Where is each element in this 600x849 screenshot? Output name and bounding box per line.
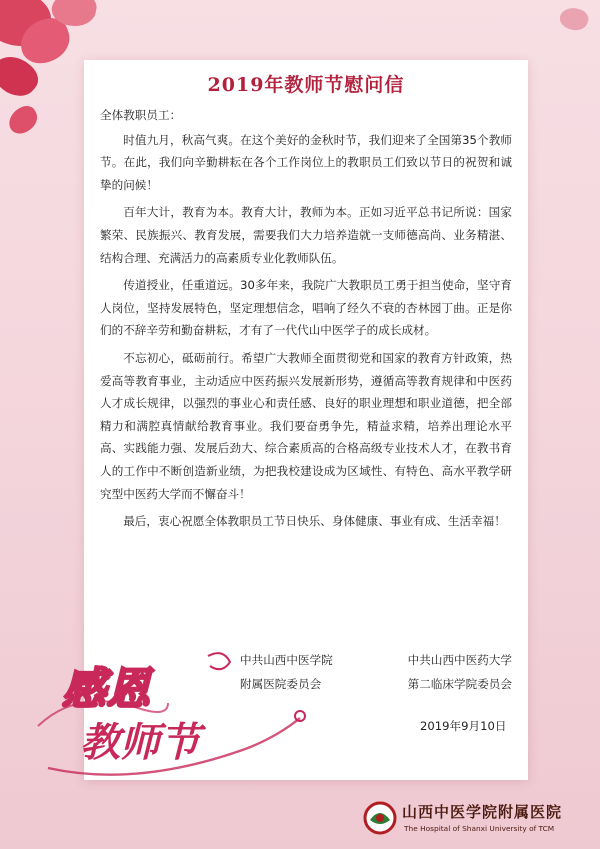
letter-date: 2019年9月10日 [420, 719, 507, 733]
rose-petal-decoration [557, 4, 591, 34]
hospital-name-cn: 山西中医学院附属医院 [402, 803, 563, 821]
letter-title: 2019年教师节慰问信 [207, 74, 405, 96]
paragraph: 不忘初心，砥砺前行。希望广大教师全面贯彻党和国家的教育方针政策，热爱高等教育事业，主动适应中医药振兴发展新形势，遵循高等教育规律和中医药人才成长规律，以强烈的事业心和责任感、良好的职业理想和职业道德，把全部精力和满腔真情献给教育事业。我们要奋勇争先，精益求精，培养出理论水平高、实践能力强、发展后劲大、综合素质高的合格高级专业技术人才，在教书育人的工作中不断创造新业绩，为把我校建设成为区域性、有特色、高水平教学研究型中医药大学而不懈奋斗！ [100, 350, 512, 501]
salutation: 全体教职员工： [100, 108, 182, 122]
signer-line: 中共山西中医学院 [240, 653, 333, 667]
rose-petal-decoration [4, 102, 42, 138]
art-text-gratitude: 感恩 [62, 664, 150, 715]
hospital-name-en: The Hospital of Shanxi University of TCM [404, 824, 555, 833]
signer-line: 附属医院委员会 [240, 677, 322, 691]
art-text-teachers-day: 教师节 [80, 719, 200, 766]
signer-line: 中共山西中医药大学 [407, 653, 512, 667]
paragraph: 传道授业，任重道远。30多年来，我院广大教职员工勇于担当使命，坚守育人岗位，坚持发展特色，坚定理想信念，唱响了经久不衰的杏林园丁曲。正是你们的不辞辛劳和勤奋耕耘，才有了一代代山中医学子的成长成材。 [100, 278, 512, 338]
paragraph: 百年大计，教育为本。教育大计，教师为本。正如习近平总书记所说：国家繁荣、民族振兴、教育发展，需要我们大力培养造就一支师德高尚、业务精湛、结构合理、充满活力的高素质专业化教师队伍。 [100, 205, 512, 265]
signer-line: 第二临床学院委员会 [407, 677, 512, 691]
teachers-day-art-logo [18, 648, 318, 788]
signer-clinical-college-committee [408, 648, 512, 696]
letter-body [100, 104, 512, 538]
paragraph: 最后，衷心祝愿全体教职员工节日快乐、身体健康、事业有成、生活幸福！ [123, 514, 506, 529]
paragraph: 时值九月，秋高气爽。在这个美好的金秋时节，我们迎来了全国第35个教师节。在此，我们向辛勤耕耘在各个工作岗位上的教职员工们致以节日的祝贺和诚挚的问候！ [100, 132, 512, 192]
